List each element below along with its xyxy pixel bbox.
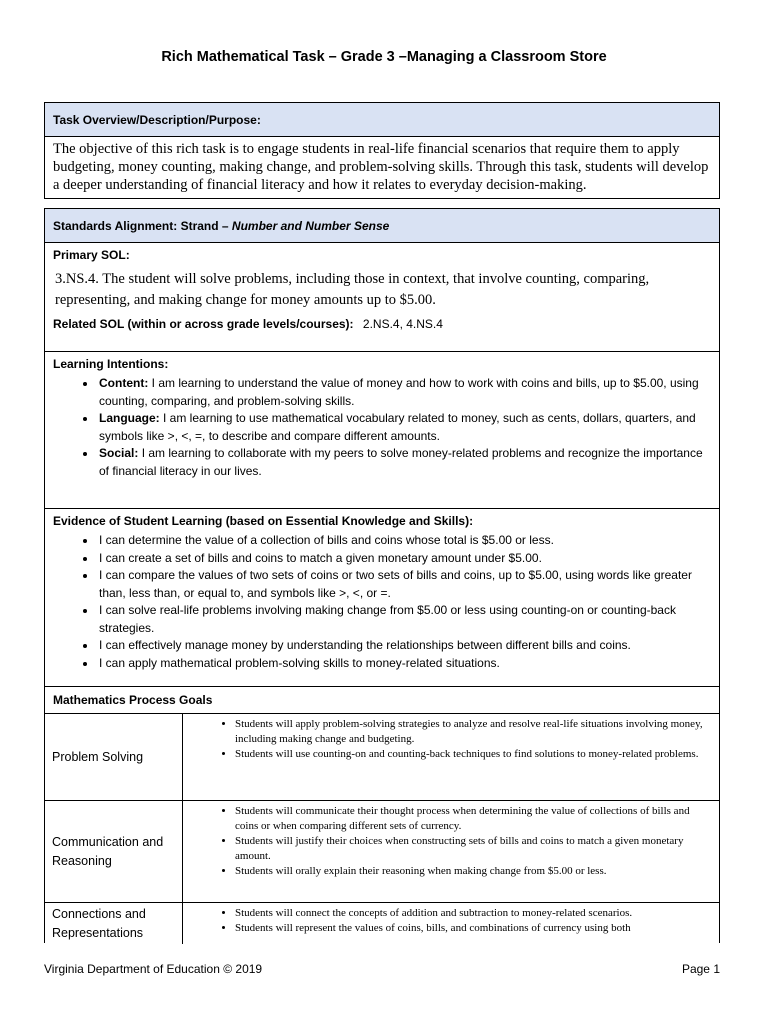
list-item: • I can solve real-life problems involving making change from $5.00 or less using counting-on or counting-back strategies.: [97, 602, 711, 637]
intention-label: Content:: [99, 376, 149, 390]
task-overview-box: [44, 102, 720, 199]
standards-heading: [45, 209, 719, 243]
standards-heading-prefix: Standards Alignment: Strand –: [53, 218, 229, 233]
goal-name: Connections and Representations: [45, 903, 183, 944]
table-row: [45, 903, 719, 944]
list-item: • Students will apply problem-solving strategies to analyze and resolve real-life situations involving money, including making change and budgeting.: [235, 717, 711, 747]
list-item: • I can determine the value of a collection of bills and coins whose total is $5.00 or less.: [97, 532, 711, 550]
list-item: [97, 445, 711, 480]
task-overview-heading: Task Overview/Description/Purpose:: [45, 103, 719, 137]
page-title: Rich Mathematical Task – Grade 3 –Managing a Classroom Store: [161, 49, 607, 65]
standards-strand: Number and Number Sense: [231, 218, 390, 233]
list-item: • Students will communicate their thought process when determining the value of collections of bills and coins or when comparing different sets of currency.: [235, 804, 711, 834]
process-goals-heading: Mathematics Process Goals: [45, 687, 719, 714]
learning-intentions-section: [45, 352, 719, 509]
goal-details: [183, 714, 719, 800]
list-item: • Students will represent the values of coins, bills, and combinations of currency using both: [235, 921, 711, 936]
related-sol-label: Related SOL (within or across grade levels/courses):: [53, 317, 354, 331]
primary-sol-text: 3.NS.4. The student will solve problems, including those in context, that involve counting, comparing, representing, and making change for money amounts up to $5.00.: [55, 271, 650, 308]
primary-sol-section: [45, 243, 719, 352]
page-number: Page 1: [681, 962, 720, 976]
table-row: [45, 801, 719, 903]
intention-label: Language:: [99, 411, 160, 425]
list-item: • Students will connect the concepts of addition and subtraction to money-related scenarios.: [235, 906, 711, 921]
footer-copyright: Virginia Department of Education © 2019: [44, 962, 263, 976]
list-item: [97, 410, 711, 445]
evidence-heading: Evidence of Student Learning (based on Essential Knowledge and Skills):: [53, 514, 474, 528]
goal-name: Problem Solving: [45, 714, 183, 800]
list-item: • Students will use counting-on and counting-back techniques to find solutions to money-related problems.: [235, 747, 711, 762]
task-overview-text: The objective of this rich task is to engage students in real-life financial scenarios that require them to apply budgeting, money counting, making change, and problem-solving skills. Through this task, students will develop a deeper understanding of financial literacy and how it relates to everyday decision-making.: [53, 141, 709, 193]
list-item: • I can create a set of bills and coins to match a given monetary amount under $5.00.: [97, 550, 711, 568]
intention-text: I am learning to understand the value of money and how to work with coins and bills, up to $5.00, using counting, comparing, and problem-solving skills.: [99, 376, 699, 408]
list-item: • I can apply mathematical problem-solving skills to money-related situations.: [97, 655, 711, 673]
intention-label: Social:: [99, 446, 139, 460]
process-goals-table: [44, 686, 720, 943]
evidence-section: [45, 509, 719, 688]
learning-intentions-heading: Learning Intentions:: [53, 357, 169, 371]
goal-details: [183, 903, 719, 944]
goal-details: [183, 801, 719, 902]
list-item: • Students will justify their choices when constructing sets of bills and coins to match a given monetary amount.: [235, 834, 711, 864]
list-item: [97, 375, 711, 410]
primary-sol-label: Primary SOL:: [53, 248, 130, 262]
list-item: • I can effectively manage money by understanding the relationships between different bills and coins.: [97, 637, 711, 655]
intention-text: I am learning to use mathematical vocabulary related to money, such as cents, dollars, quarters, and symbols like >, <, =, to describe and compare different amounts.: [99, 411, 696, 443]
list-item: • I can compare the values of two sets of coins or two sets of bills and coins, up to $5.00, using words like greater than, less than, or equal to, and symbols like >, <, or =.: [97, 567, 711, 602]
related-sol-value: 2.NS.4, 4.NS.4: [362, 317, 443, 331]
list-item: • Students will orally explain their reasoning when making change from $5.00 or less.: [235, 864, 711, 879]
standards-box: [44, 208, 720, 687]
intention-text: I am learning to collaborate with my peers to solve money-related problems and recognize the importance of financial literacy in our lives.: [99, 446, 703, 478]
table-row: [45, 714, 719, 801]
page-footer: [44, 962, 720, 976]
related-sol: [53, 317, 711, 331]
goal-name: Communication and Reasoning: [45, 801, 183, 902]
